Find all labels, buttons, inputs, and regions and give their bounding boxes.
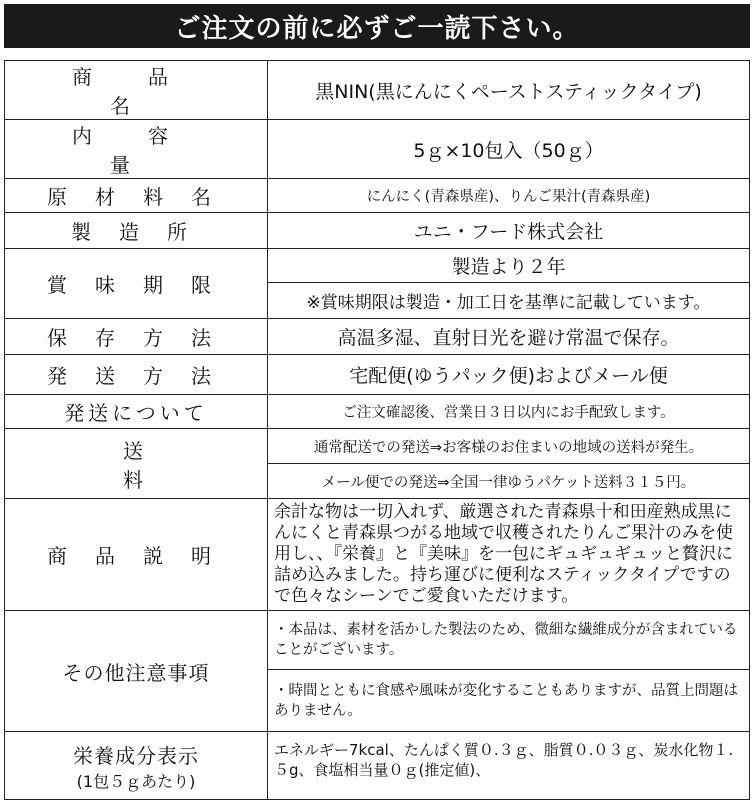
label-about-shipping: 発送について — [5, 395, 268, 429]
value-best-before-note: ※賞味期限は製造・加工日を基準に記載しています。 — [268, 283, 750, 319]
table-row — [5, 611, 750, 670]
value-storage: 高温多湿、直射日光を避け常温で保存。 — [268, 319, 750, 355]
label-nutrition-title: 栄養成分表示 — [73, 743, 199, 768]
label-description: 商品説明 — [5, 499, 268, 611]
value-other-notes-2: ・時間とともに食感や風味が変化することもありますが、品質上問題はありません。 — [268, 670, 750, 732]
label-storage: 保存方法 — [5, 319, 268, 355]
value-contents: 5ｇ×10包入（50ｇ） — [268, 120, 750, 179]
label-shipping-method: 発送方法 — [5, 355, 268, 395]
label-best-before: 賞味期限 — [5, 249, 268, 319]
table-row — [5, 429, 750, 464]
table-row — [5, 61, 750, 120]
notice-banner: ご注文の前に必ずご一読下さい。 — [4, 4, 750, 48]
label-manufacturer: 製造所 — [5, 213, 268, 249]
label-ingredients: 原材料名 — [5, 179, 268, 213]
table-row — [5, 499, 750, 611]
value-ingredients: にんにく(青森県産)、りんご果汁(青森県産) — [268, 179, 750, 213]
label-nutrition-sub: (1包５ｇあたり) — [76, 771, 196, 791]
value-manufacturer: ユニ・フード株式会社 — [268, 213, 750, 249]
product-spec-table — [4, 60, 750, 800]
value-nutrition: エネルギー7kcal、たんぱく質０.３ｇ、脂質０.０３ｇ、炭水化物１.５g、食塩相当量０ｇ(推定値)、 — [268, 732, 750, 800]
value-about-shipping: ご注文確認後、営業日３日以内にお手配致します。 — [268, 395, 750, 429]
value-other-notes-1: ・本品は、素材を活かした製法のため、微細な繊維成分が含まれていることがございます。 — [268, 611, 750, 670]
table-row — [5, 120, 750, 179]
value-description: 余計な物は一切入れず、厳選された青森県十和田産熟成黒にんにくと青森県つがる地域で収穫されたりんご果汁のみを使用し、、『栄養』と『美味』を一包にギュギュギュッと贅沢に詰め込みました。持ち運びに便利なスティックタイプですので色々なシーンでご愛食いただけます。 — [268, 499, 750, 611]
value-product-name: 黒NIN(黒にんにくペーストスティックタイプ) — [268, 61, 750, 120]
table-row — [5, 319, 750, 355]
label-product-name: 商品名 — [5, 61, 268, 120]
value-best-before: 製造より２年 — [268, 249, 750, 283]
label-nutrition — [5, 732, 268, 800]
label-contents: 内容量 — [5, 120, 268, 179]
value-shipping-fee-standard: 通常配送での発送⇒お客様のお住まいの地域の送料が発生。 — [268, 429, 750, 464]
table-row — [5, 732, 750, 800]
table-row — [5, 179, 750, 213]
table-row — [5, 249, 750, 283]
label-other-notes: その他注意事項 — [5, 611, 268, 732]
value-shipping-fee-mail: メール便での発送⇒全国一律ゆうパケット送料３１５円。 — [268, 464, 750, 499]
label-shipping-fee: 送料 — [5, 429, 268, 499]
value-shipping-method: 宅配便(ゆうパック便)およびメール便 — [268, 355, 750, 395]
table-row — [5, 355, 750, 395]
table-row — [5, 213, 750, 249]
table-row — [5, 395, 750, 429]
